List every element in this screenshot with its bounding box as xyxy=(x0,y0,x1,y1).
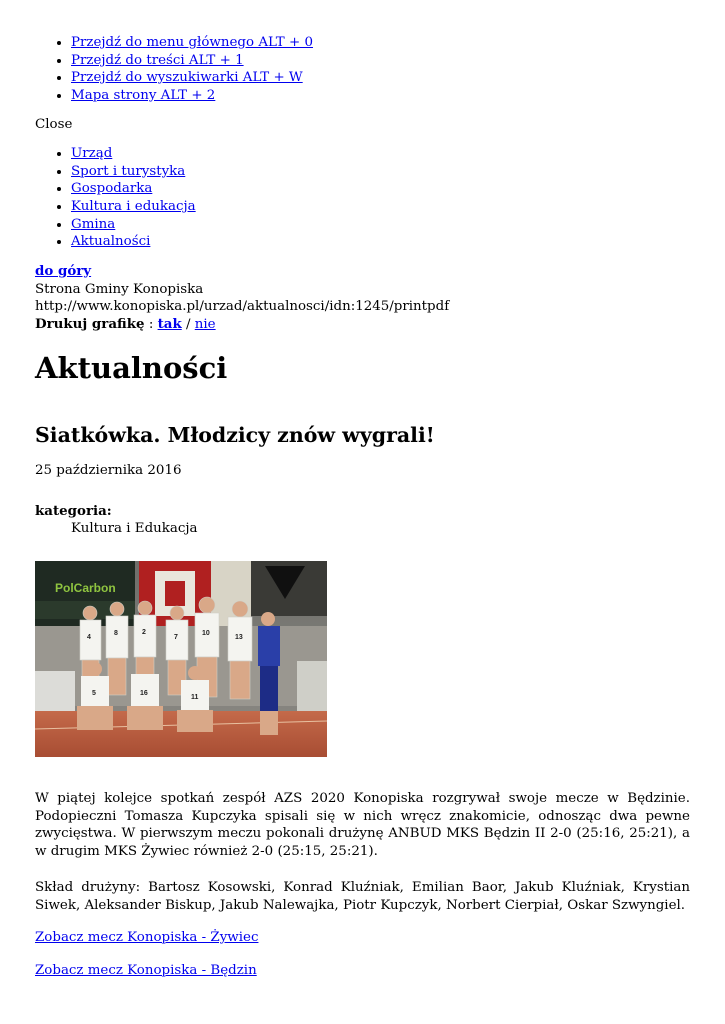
article-date: 25 października 2016 xyxy=(35,463,182,478)
skip-link-item xyxy=(71,87,313,105)
menu-link-gmina[interactable]: Gmina xyxy=(71,216,116,232)
article-title: Siatkówka. Młodzicy znów wygrali! xyxy=(35,423,435,447)
menu-link-urzad[interactable]: Urząd xyxy=(71,146,113,161)
skip-to-main-menu-link[interactable]: Przejdź do menu głównego ALT + 0 xyxy=(71,35,313,50)
article-paragraph: W piątej kolejce spotkań zespół AZS 2020 Konopiska rozgrywał swoje mecze w Będzinie. Podopieczni Tomasza Kupczyka spisali się w nich wręcz znakomicie, odnosząc dwa pewne zwycięstwa. W pierwszym meczu pokonali drużynę ANBUD MKS Będzin II 2-0 (25:16, 25:21), a w drugim MKS Żywiec również 2-0 (25:15, 25:21). xyxy=(35,791,690,860)
sponsor-banner-text: PolCarbon xyxy=(55,581,116,595)
menu-link-gospodarka[interactable]: Gospodarka xyxy=(71,181,153,197)
back-to-top-link[interactable]: do góry xyxy=(35,263,92,279)
close-label[interactable]: Close xyxy=(35,117,73,132)
jersey-number: 11 xyxy=(191,694,199,701)
jersey-number: 10 xyxy=(202,630,210,637)
jersey-number: 13 xyxy=(235,634,243,641)
menu-item xyxy=(71,180,196,198)
print-graphics-row: Drukuj grafikę : tak / nie xyxy=(35,316,216,333)
jersey-number: 8 xyxy=(114,630,118,637)
team-photo xyxy=(35,561,327,757)
page-url: http://www.konopiska.pl/urzad/aktualnosci/idn:1245/printpdf xyxy=(35,299,450,315)
menu-item xyxy=(71,163,196,181)
team-photo-drawing xyxy=(35,561,327,757)
jersey-number: 2 xyxy=(142,629,146,636)
match-zywiec-link[interactable]: Zobacz mecz Konopiska - Żywiec xyxy=(35,930,259,945)
print-graphics-no-link[interactable]: nie xyxy=(194,317,216,333)
print-header xyxy=(35,263,449,334)
skip-links-list xyxy=(35,34,313,105)
site-name: Strona Gminy Konopiska xyxy=(35,281,204,297)
skip-to-search-link[interactable]: Przejdź do wyszukiwarki ALT + W xyxy=(71,70,303,86)
menu-link-sport[interactable]: Sport i turystyka xyxy=(71,163,186,179)
category-label: kategoria: xyxy=(35,503,112,519)
menu-link-kultura[interactable]: Kultura i edukacja xyxy=(71,199,196,215)
article-paragraph: Skład drużyny: Bartosz Kosowski, Konrad Kluźniak, Emilian Baor, Jakub Kluźniak, Krystian Siwek, Aleksander Biskup, Jakub Nalewajka, Piotr Kupczyk, Norbert Cierpiał, Oskar Szwyngiel. xyxy=(35,880,690,913)
menu-item xyxy=(71,198,196,216)
page-title: Aktualności xyxy=(35,351,228,385)
category-value: Kultura i Edukacja xyxy=(71,521,198,536)
menu-link-aktualnosci[interactable]: Aktualności xyxy=(71,234,151,250)
jersey-number: 4 xyxy=(87,634,91,641)
site-map-link[interactable]: Mapa strony ALT + 2 xyxy=(71,88,216,104)
jersey-number: 7 xyxy=(174,634,178,641)
skip-link-item xyxy=(71,34,313,52)
print-graphics-label: Drukuj grafikę xyxy=(35,316,145,333)
skip-to-content-link[interactable]: Przejdź do treści ALT + 1 xyxy=(71,52,244,68)
skip-link-item xyxy=(71,52,313,70)
main-menu xyxy=(35,145,196,251)
print-graphics-yes-link[interactable]: tak xyxy=(157,316,182,333)
match-bedzin-link[interactable]: Zobacz mecz Konopiska - Będzin xyxy=(35,963,257,978)
menu-item xyxy=(71,233,196,251)
skip-link-item xyxy=(71,69,313,87)
menu-item xyxy=(71,145,196,163)
jersey-number: 5 xyxy=(92,690,96,697)
menu-item xyxy=(71,216,196,234)
jersey-number: 16 xyxy=(140,690,148,697)
